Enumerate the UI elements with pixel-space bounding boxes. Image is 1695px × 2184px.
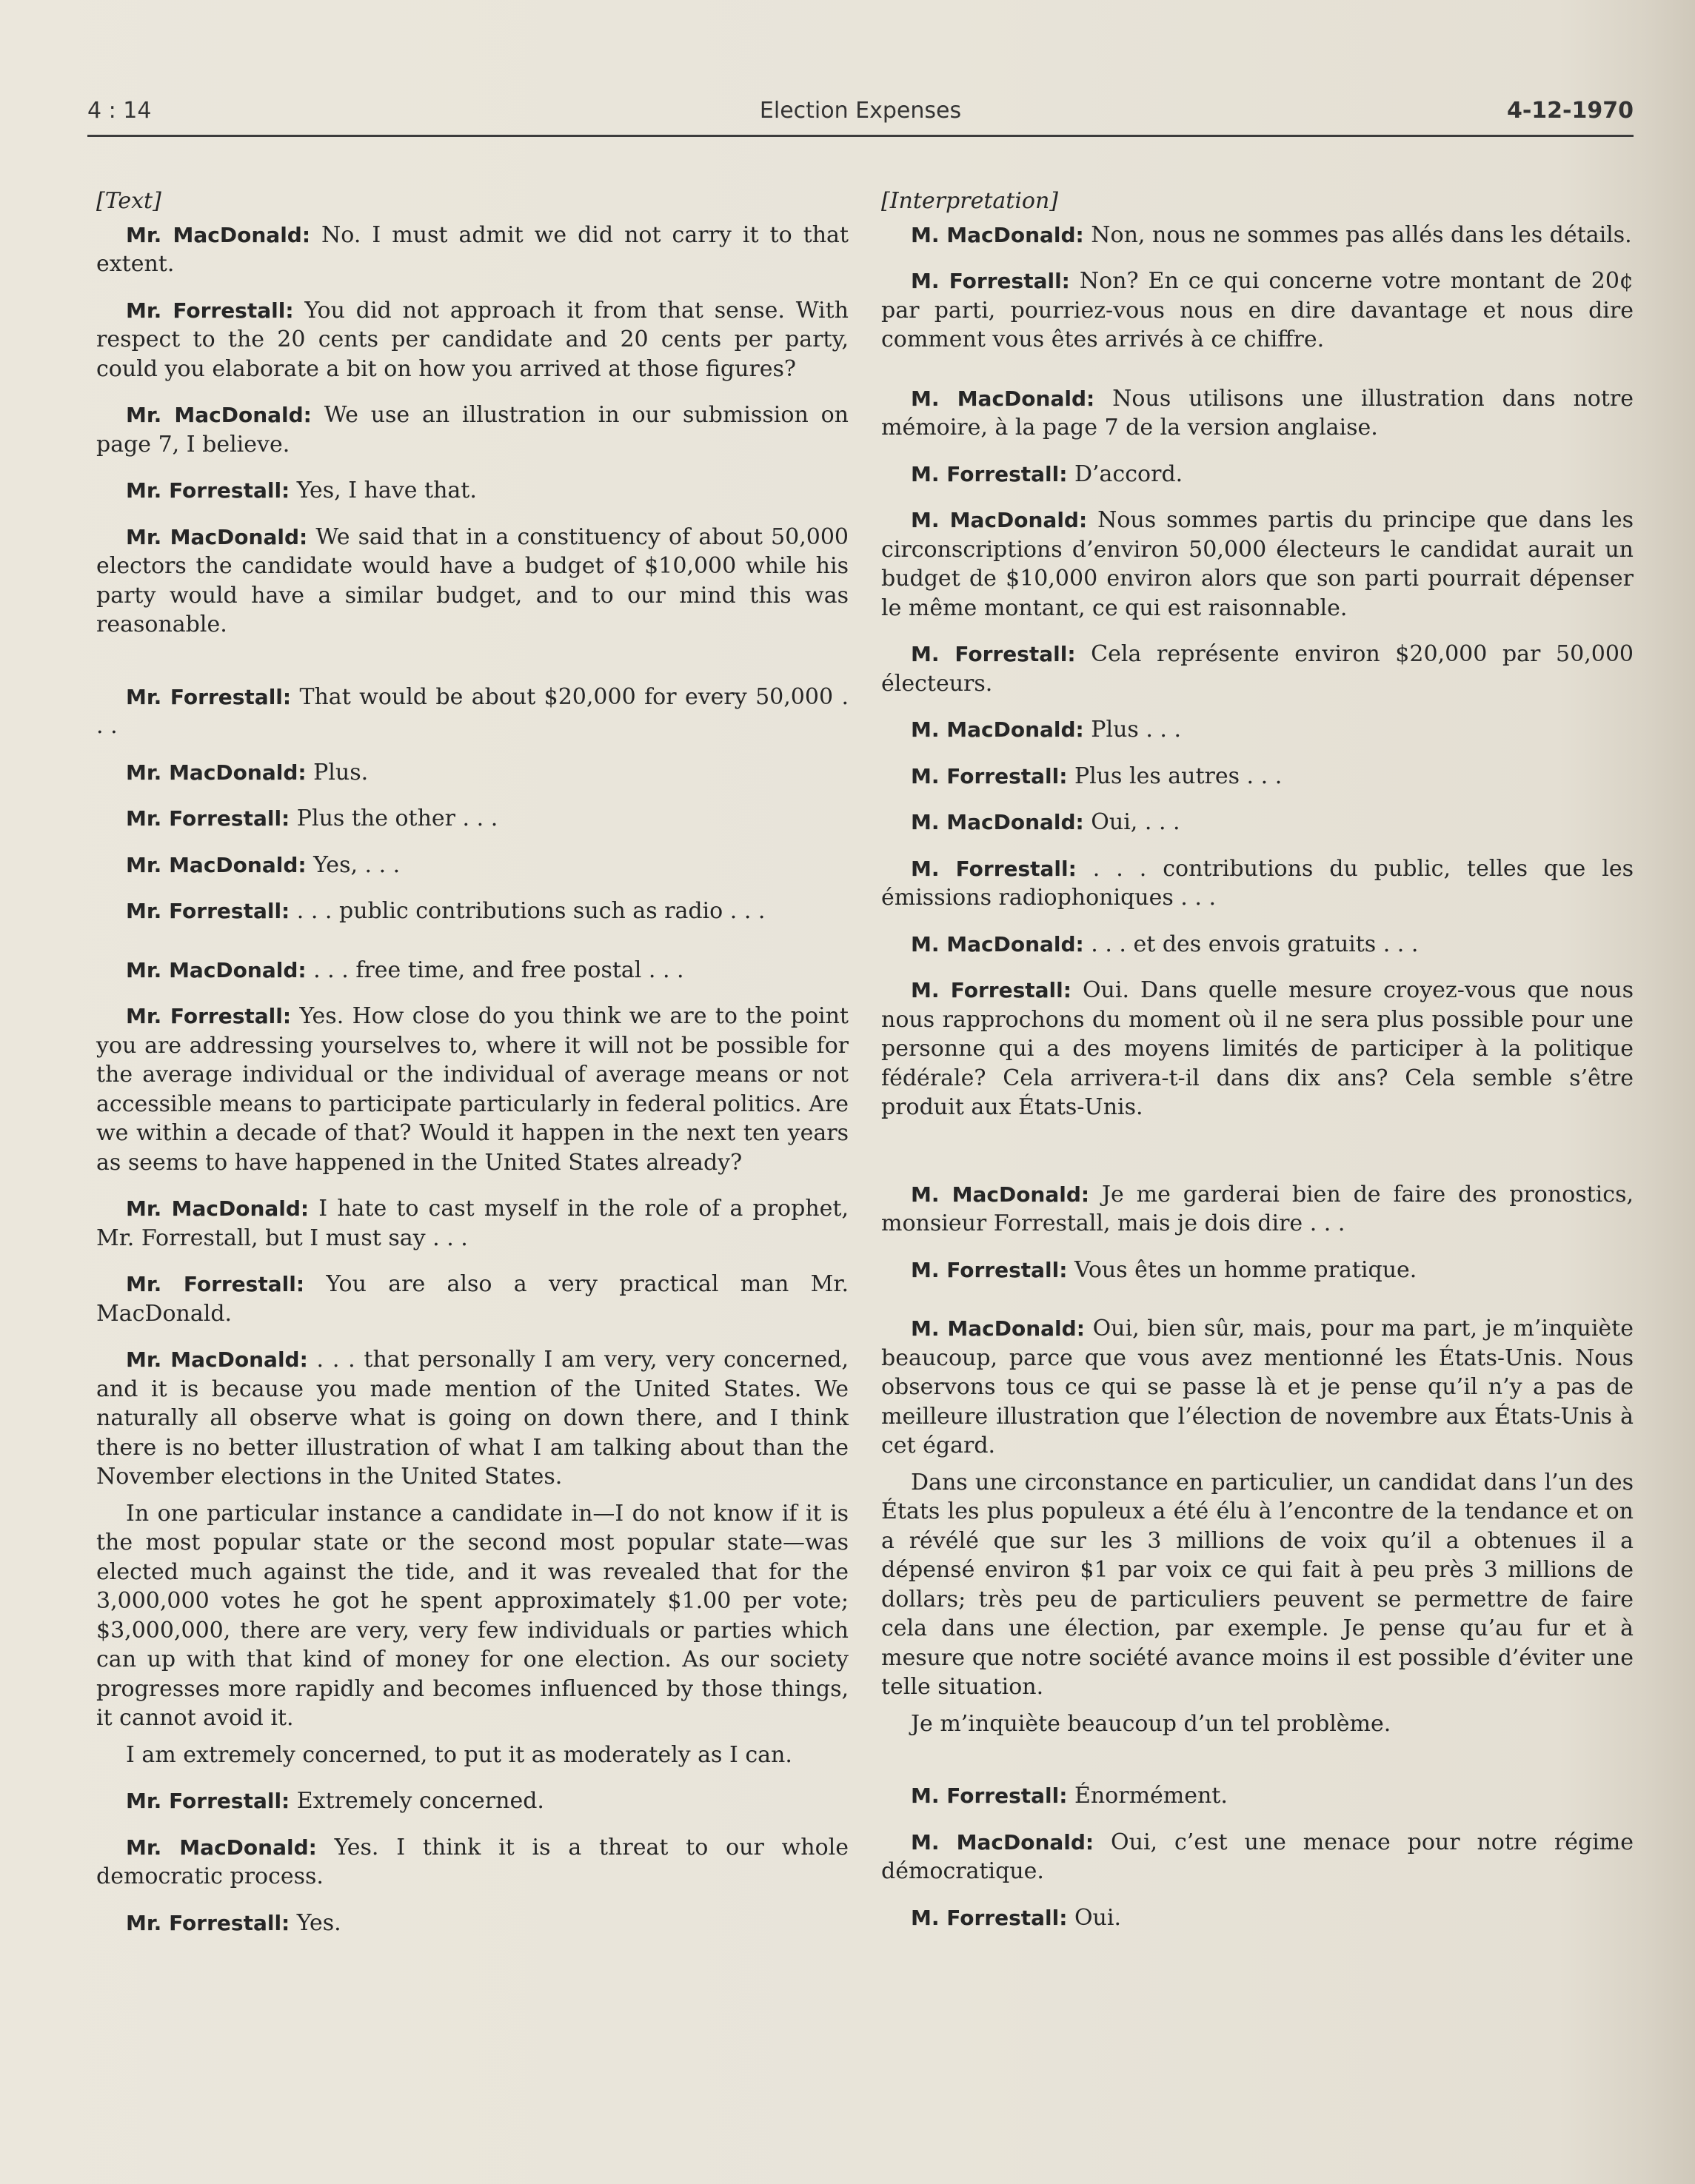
speaker-name: M. MacDonald:	[911, 1182, 1090, 1207]
speaker-name: Mr. Forrestall:	[126, 806, 290, 831]
speech-paragraph	[881, 715, 1634, 745]
speech-paragraph	[96, 1741, 849, 1770]
speech-paragraph	[881, 1468, 1634, 1702]
column-heading: [Interpretation]	[881, 188, 1059, 214]
speaker-name: Mr. Forrestall:	[126, 1272, 305, 1296]
speech-paragraph	[96, 956, 849, 985]
speaker-name: Mr. MacDonald:	[126, 1835, 317, 1860]
speech-text: . . . that personally I am very, very concerned, and it is because you made mention of the United States. We naturally all observe what is going on down there, and I think there is no better illustration of what I am talking about than the November elections in the United States.	[96, 1347, 849, 1490]
speaker-name: Mr. Forrestall:	[126, 478, 290, 503]
speaker-name: M. Forrestall:	[911, 856, 1077, 881]
speech-paragraph	[96, 1194, 849, 1253]
speech-text: Vous êtes un homme pratique.	[1067, 1256, 1417, 1283]
speaker-name: M. MacDonald:	[911, 1316, 1085, 1341]
speech-paragraph	[96, 758, 849, 788]
speaker-name: Mr. Forrestall:	[126, 1789, 290, 1813]
speech-paragraph	[881, 808, 1634, 837]
speech-text: We said that in a constituency of about 50,000 electors the candidate would have a budget of $10,000 while his party would have a similar budget, and to our mind this was reasonable.	[96, 523, 849, 637]
speech-paragraph	[881, 762, 1634, 791]
speaker-name: M. MacDonald:	[911, 810, 1084, 834]
speaker-name: Mr. MacDonald:	[126, 1196, 310, 1221]
speech-text: No. I must admit we did not carry it to that extent.	[96, 221, 849, 277]
speaker-name: Mr. MacDonald:	[126, 760, 307, 785]
speaker-name: M. Forrestall:	[911, 978, 1072, 1002]
speaker-name: M. Forrestall:	[911, 642, 1076, 666]
speaker-name: Mr. MacDonald:	[126, 524, 308, 549]
speech-text: . . . et des envois gratuits . . .	[1083, 931, 1419, 957]
speaker-name: M. Forrestall:	[911, 1257, 1068, 1282]
speech-paragraph	[96, 1270, 849, 1328]
speech-text: Plus the other . . .	[290, 805, 498, 831]
speech-text: Yes.	[290, 1909, 341, 1936]
speech-paragraph	[96, 851, 849, 880]
speech-text: You did not approach it from that sense. With respect to the 20 cents per candidate and 20 cents per party, could you elaborate a bit on how you arrived at those figures?	[96, 297, 849, 382]
speech-paragraph	[881, 976, 1634, 1122]
speaker-name: M. MacDonald:	[911, 1829, 1094, 1855]
speaker-name: Mr. Forrestall:	[126, 684, 292, 709]
speech-text: D’accord.	[1067, 460, 1183, 487]
speaker-name: M. MacDonald:	[911, 717, 1084, 742]
speech-text: Dans une circonstance en particulier, un candidat dans l’un des États les plus populeux a été élu à l’encontre de la tendance et on a révélé que sur les 3 millions de voix qu’il a obtenues il a dépensé environ $1 par voix ce qui fait à peu près 3 millions de dollars; très peu de particuliers peuvent se permettre de faire cela dans une élection, par exemple. Je pense qu’au fur et à mesure que notre société avance moins il est possible d’éviter une telle situation.	[881, 1469, 1634, 1700]
speaker-name: Mr. MacDonald:	[126, 1347, 308, 1372]
speech-paragraph	[96, 1345, 849, 1492]
speech-text: Yes, I have that.	[290, 478, 477, 503]
speech-text: Plus . . .	[1083, 717, 1181, 743]
speech-text: Nous utilisons une illustration dans notre mémoire, à la page 7 de la version anglaise.	[881, 385, 1634, 441]
speaker-name: Mr. MacDonald:	[126, 852, 307, 877]
speech-paragraph	[96, 897, 849, 926]
speech-text: In one particular instance a candidate in—I do not know if it is the most popular state or the second most popular state—was elected much against the tide, and it was revealed that for the 3,000,000 votes he got he spent approximately $1.00 per vote; $3,000,000, there are very, very few individuals or parties which can up with that kind of money for one election. As our society progresses more rapidly and becomes influenced by those things, it cannot avoid it.	[96, 1500, 849, 1731]
speech-paragraph	[96, 296, 849, 384]
speech-paragraph	[881, 930, 1634, 959]
speech-text: . . . contributions du public, telles que les émissions radiophoniques . . .	[881, 855, 1634, 911]
speaker-name: Mr. MacDonald:	[126, 403, 312, 427]
running-title: Election Expenses	[759, 98, 962, 124]
speech-text: That would be about $20,000 for every 50,000 . . .	[96, 683, 849, 739]
speaker-name: Mr. Forrestall:	[126, 1910, 290, 1935]
speech-text: Oui, . . .	[1083, 809, 1180, 835]
speaker-name: M. Forrestall:	[911, 269, 1070, 293]
speech-text: Non, nous ne sommes pas allés dans les détails.	[1083, 221, 1632, 248]
speaker-name: M. Forrestall:	[911, 461, 1068, 486]
speech-paragraph	[96, 523, 849, 640]
speech-text: I am extremely concerned, to put it as moderately as I can.	[126, 1741, 792, 1768]
speech-text: Plus.	[306, 759, 369, 785]
speech-text: You are also a very practical man Mr. MacDonald.	[96, 1271, 849, 1327]
speech-text: . . . free time, and free postal . . .	[306, 957, 684, 983]
page-number: 4 : 14	[87, 98, 152, 124]
speech-paragraph	[881, 267, 1634, 355]
english-column	[96, 187, 849, 1954]
speech-text: I hate to cast myself in the role of a prophet, Mr. Forrestall, but I must say . . .	[96, 1196, 849, 1251]
speaker-name: Mr. Forrestall:	[126, 899, 290, 923]
speech-text: Oui.	[1067, 1904, 1122, 1931]
speech-text: Je me garderai bien de faire des pronostics, monsieur Forrestall, mais je dois dire . . .	[881, 1181, 1634, 1236]
speech-text: Je m’inquiète beaucoup d’un tel problème.	[911, 1710, 1391, 1737]
speech-paragraph	[881, 460, 1634, 489]
speech-paragraph	[881, 1180, 1634, 1239]
speech-text: Nous sommes partis du principe que dans les circonscriptions d’environ 50,000 électeurs le candidat aurait un budget de $10,000 environ alors que son parti pourrait dépenser le même montant, ce qui est raisonnable.	[881, 507, 1634, 621]
speech-text: Yes, . . .	[306, 851, 401, 878]
column-heading: [Text]	[96, 188, 161, 214]
speech-paragraph	[96, 1833, 849, 1892]
speaker-name: M. MacDonald:	[911, 386, 1095, 411]
speech-text: . . . public contributions such as radio . . .	[290, 898, 766, 924]
speech-paragraph	[881, 640, 1634, 698]
speech-paragraph	[881, 506, 1634, 623]
speaker-name: Mr. Forrestall:	[126, 1004, 292, 1028]
speech-paragraph	[881, 854, 1634, 913]
speech-text: Oui, c’est une menace pour notre régime démocratique.	[881, 1829, 1634, 1884]
speaker-name: Mr. MacDonald:	[126, 222, 311, 247]
speaker-name: M. Forrestall:	[911, 763, 1068, 788]
speech-paragraph	[881, 1903, 1634, 1933]
speech-paragraph	[96, 804, 849, 834]
page-header	[87, 98, 1634, 137]
speaker-name: Mr. MacDonald:	[126, 957, 307, 982]
speech-paragraph	[96, 683, 849, 741]
speech-paragraph	[96, 1002, 849, 1177]
speech-text: Non? En ce qui concerne votre montant de 20¢ par parti, pourriez-vous nous en dire davantage et nous dire comment vous êtes arrivés à ce chiffre.	[881, 268, 1634, 352]
speech-paragraph	[881, 221, 1634, 250]
speech-text: Yes. How close do you think we are to the point you are addressing yourselves to, where it will not be possible for the average individual or the individual of average means or not accessible means to participate particularly in federal politics. Are we within a decade of that? Would it happen in the next ten years as seems to have happened in the United States already?	[96, 1003, 849, 1176]
speech-paragraph	[96, 1499, 849, 1733]
speech-paragraph	[96, 401, 849, 459]
speaker-name: M. MacDonald:	[911, 508, 1088, 532]
speech-text: Oui, bien sûr, mais, pour ma part, je m’inquiète beaucoup, parce que vous avez mentionné les États-Unis. Nous observons tous ce qui se passe là et je pense qu’il n’y a pas de meilleure illustration que l’élection de novembre aux États-Unis à cet égard.	[881, 1316, 1634, 1458]
speaker-name: M. MacDonald:	[911, 222, 1084, 247]
speech-text: We use an illustration in our submission on page 7, I believe.	[96, 402, 849, 458]
speech-paragraph	[96, 221, 849, 279]
speech-paragraph	[96, 1786, 849, 1816]
speech-paragraph	[96, 476, 849, 506]
header-date: 4-12-1970	[1506, 98, 1634, 124]
speech-text: Énormément.	[1067, 1783, 1228, 1809]
speech-paragraph	[881, 1256, 1634, 1285]
speech-paragraph	[881, 1314, 1634, 1461]
speech-paragraph	[881, 1781, 1634, 1811]
speech-text: Oui. Dans quelle mesure croyez-vous que nous nous rapprochons du moment où il ne sera plus possible pour une personne qui a des moyens limités de participer à la politique fédérale? Cela arrivera-t-il dans dix ans? Cela semble s’être produit aux États-Unis.	[881, 977, 1634, 1120]
french-column	[881, 187, 1634, 1949]
speaker-name: M. MacDonald:	[911, 931, 1084, 957]
speech-text: Cela représente environ $20,000 par 50,000 électeurs.	[881, 641, 1634, 697]
speech-text: Extremely concerned.	[290, 1788, 544, 1814]
speech-paragraph	[881, 384, 1634, 443]
speech-paragraph	[881, 1828, 1634, 1886]
speech-text: Plus les autres . . .	[1067, 763, 1283, 789]
speaker-name: M. Forrestall:	[911, 1783, 1068, 1808]
speech-paragraph	[881, 1709, 1634, 1739]
speaker-name: Mr. Forrestall:	[126, 298, 294, 323]
speech-paragraph	[96, 1909, 849, 1938]
speech-text: Yes. I think it is a threat to our whole democratic process.	[96, 1834, 849, 1889]
speaker-name: M. Forrestall:	[911, 1905, 1068, 1930]
